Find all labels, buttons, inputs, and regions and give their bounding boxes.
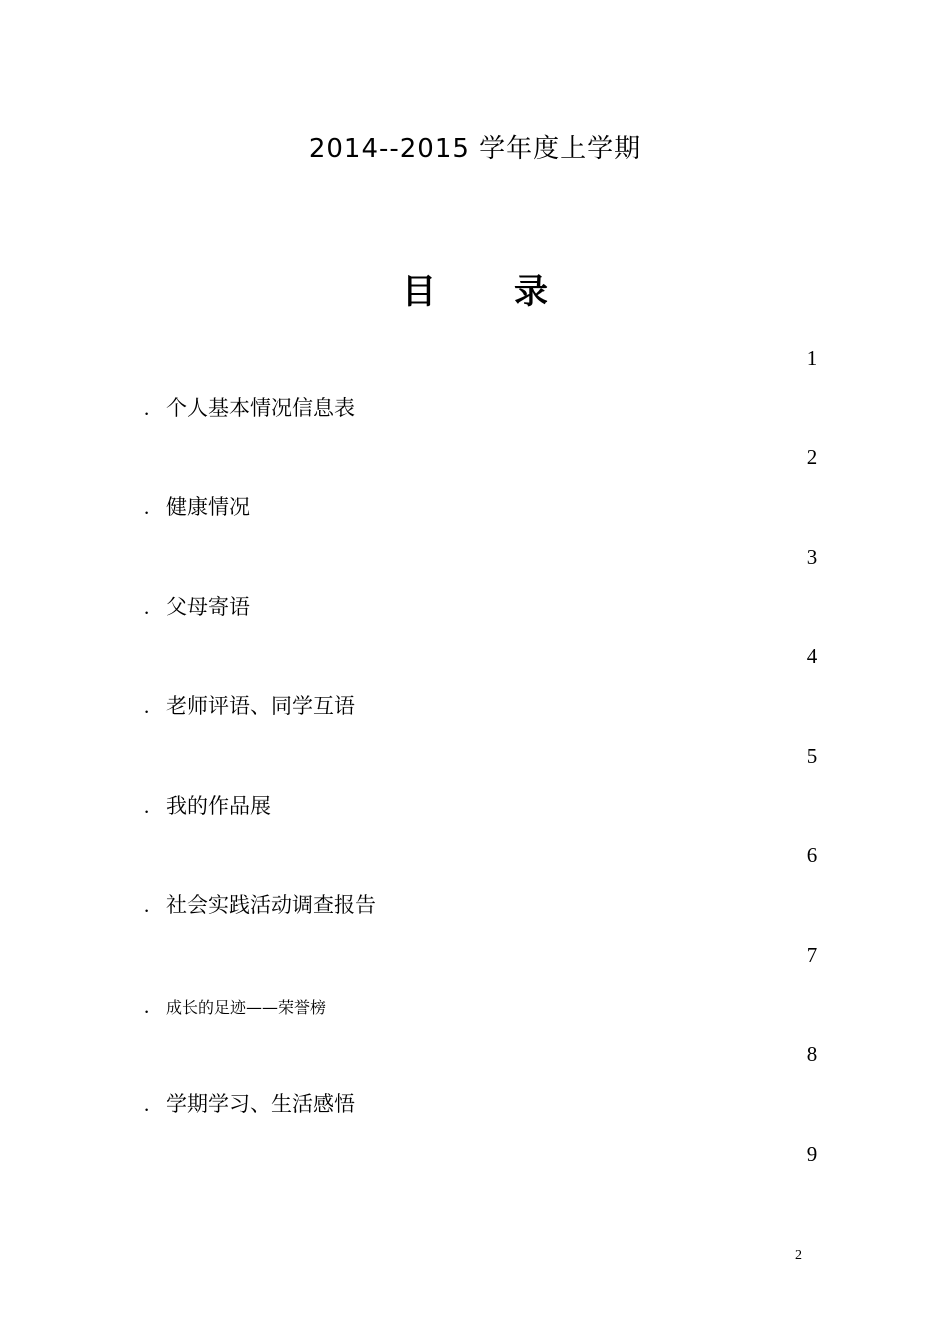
toc-entry-label: 学期学习、生活感悟 <box>166 1092 355 1116</box>
toc-entry-dot: . <box>144 1092 150 1116</box>
toc-entry-social-practice <box>144 892 376 918</box>
toc-entry-label: 成长的足迹——荣誉榜 <box>166 998 327 1017</box>
toc-page-number: 6 <box>806 843 818 867</box>
toc-entry-dot: . <box>144 495 150 519</box>
toc-page-number: 4 <box>806 644 818 668</box>
toc-entry-honor-roll <box>144 993 326 1021</box>
toc-page-number: 5 <box>806 744 818 768</box>
footer-page-number: 2 <box>795 1248 802 1263</box>
toc-page-number: 3 <box>806 545 818 569</box>
toc-page-number: 8 <box>806 1042 818 1066</box>
toc-entry-dot: . <box>144 396 150 420</box>
toc-entry-label: 健康情况 <box>166 495 250 519</box>
toc-page-number: 2 <box>806 445 818 469</box>
toc-entry-teacher-comments <box>144 693 355 719</box>
toc-entry-label: 老师评语、同学互语 <box>166 694 355 718</box>
semester-heading: 2014--2015 学年度上学期 <box>308 134 642 164</box>
toc-entry-health <box>144 494 250 520</box>
toc-entry-dot: . <box>144 893 150 917</box>
toc-title <box>0 264 950 313</box>
toc-title-char-1: 目 <box>402 272 436 312</box>
toc-page-number: 7 <box>806 943 818 967</box>
toc-entry-label: 我的作品展 <box>166 794 271 818</box>
toc-entry-dot: . <box>144 794 150 818</box>
toc-entry-personal-info <box>144 395 355 421</box>
toc-entry-reflections <box>144 1091 355 1117</box>
toc-entry-parents-message <box>144 594 250 620</box>
toc-entry-dot: . <box>144 994 150 1018</box>
toc-entry-label: 个人基本情况信息表 <box>166 396 355 420</box>
toc-title-char-2: 录 <box>514 272 548 312</box>
toc-page-number: 9 <box>806 1142 818 1166</box>
toc-entry-dot: . <box>144 595 150 619</box>
toc-entry-dot: . <box>144 694 150 718</box>
toc-entry-works <box>144 793 271 819</box>
toc-entry-label: 社会实践活动调查报告 <box>166 893 376 917</box>
toc-entry-label: 父母寄语 <box>166 595 250 619</box>
toc-page-number: 1 <box>806 346 818 370</box>
